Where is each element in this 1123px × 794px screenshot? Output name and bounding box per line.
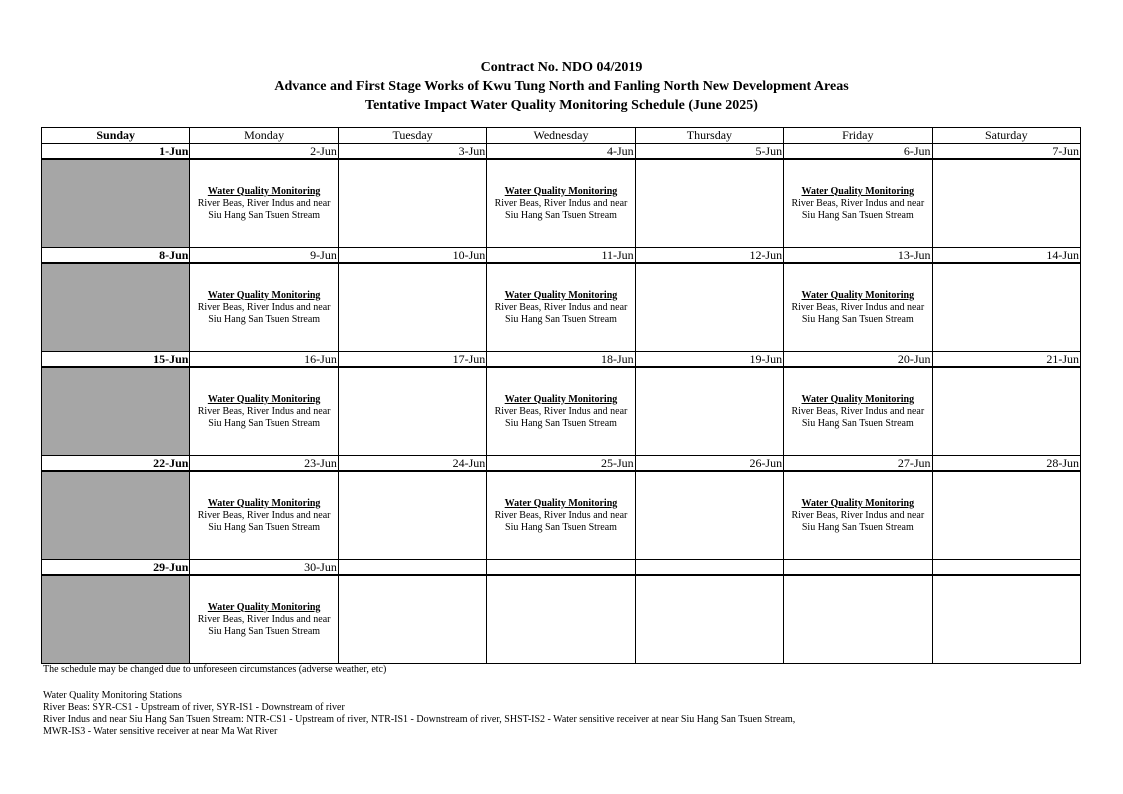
empty-day-cell xyxy=(635,471,783,560)
date-row xyxy=(42,560,1081,576)
event-location: River Beas, River Indus and near xyxy=(791,405,925,417)
monitoring-event-cell xyxy=(190,367,338,456)
empty-day-cell xyxy=(635,367,783,456)
event-location: Siu Hang San Tsuen Stream xyxy=(505,209,617,221)
calendar-table xyxy=(41,127,1081,664)
event-location: River Beas, River Indus and near xyxy=(197,405,331,417)
event-title: Water Quality Monitoring xyxy=(207,289,321,301)
monitoring-event-cell xyxy=(487,159,635,248)
event-title: Water Quality Monitoring xyxy=(504,185,618,197)
event-location: River Beas, River Indus and near xyxy=(197,613,331,625)
empty-day-cell xyxy=(932,263,1080,352)
empty-day-cell xyxy=(338,263,486,352)
date-cell: 8-Jun xyxy=(42,248,190,264)
empty-day-cell xyxy=(635,575,783,664)
event-location: River Beas, River Indus and near xyxy=(494,197,628,209)
event-row xyxy=(42,159,1081,248)
event-title: Water Quality Monitoring xyxy=(207,497,321,509)
event-row xyxy=(42,575,1081,664)
event-title: Water Quality Monitoring xyxy=(207,393,321,405)
disclaimer-note: The schedule may be changed due to unforeseen circumstances (adverse weather, etc) xyxy=(43,664,387,675)
monitoring-event-cell xyxy=(190,471,338,560)
event-location: Siu Hang San Tsuen Stream xyxy=(505,521,617,533)
event-title: Water Quality Monitoring xyxy=(801,289,915,301)
date-cell: 6-Jun xyxy=(784,144,932,160)
event-title: Water Quality Monitoring xyxy=(207,601,321,613)
date-cell: 20-Jun xyxy=(784,352,932,368)
event-location: River Beas, River Indus and near xyxy=(494,301,628,313)
empty-day-cell xyxy=(338,575,486,664)
date-cell: 24-Jun xyxy=(338,456,486,472)
date-cell: 2-Jun xyxy=(190,144,338,160)
stations-line: River Beas: SYR-CS1 - Upstream of river, SYR-IS1 - Downstream of river xyxy=(43,702,345,713)
sunday-shaded-cell xyxy=(42,159,190,248)
weekday-header: Tuesday xyxy=(338,128,486,144)
event-location: River Beas, River Indus and near xyxy=(494,405,628,417)
weekday-header: Friday xyxy=(784,128,932,144)
event-title: Water Quality Monitoring xyxy=(801,393,915,405)
sunday-shaded-cell xyxy=(42,263,190,352)
event-location: Siu Hang San Tsuen Stream xyxy=(505,313,617,325)
empty-day-cell xyxy=(932,575,1080,664)
empty-day-cell xyxy=(932,471,1080,560)
empty-day-cell xyxy=(932,367,1080,456)
date-cell: 3-Jun xyxy=(338,144,486,160)
sunday-shaded-cell xyxy=(42,367,190,456)
monitoring-event-cell xyxy=(190,263,338,352)
monitoring-event-cell xyxy=(487,367,635,456)
event-row xyxy=(42,471,1081,560)
empty-day-cell xyxy=(784,575,932,664)
project-title: Advance and First Stage Works of Kwu Tung North and Fanling North New Development Areas xyxy=(274,79,849,94)
weekday-header: Thursday xyxy=(635,128,783,144)
date-cell: 29-Jun xyxy=(42,560,190,576)
empty-day-cell xyxy=(635,263,783,352)
event-title: Water Quality Monitoring xyxy=(504,289,618,301)
date-cell xyxy=(932,560,1080,576)
weekday-header-row xyxy=(42,128,1081,144)
date-cell: 28-Jun xyxy=(932,456,1080,472)
event-location: River Beas, River Indus and near xyxy=(791,301,925,313)
monitoring-event-cell xyxy=(487,263,635,352)
sunday-shaded-cell xyxy=(42,575,190,664)
date-cell xyxy=(338,560,486,576)
event-location: Siu Hang San Tsuen Stream xyxy=(801,521,914,533)
schedule-title: Tentative Impact Water Quality Monitoring Schedule (June 2025) xyxy=(365,98,758,113)
event-row xyxy=(42,263,1081,352)
date-cell: 9-Jun xyxy=(190,248,338,264)
event-location: Siu Hang San Tsuen Stream xyxy=(208,209,321,221)
sunday-shaded-cell xyxy=(42,471,190,560)
date-cell xyxy=(635,560,783,576)
empty-day-cell xyxy=(338,367,486,456)
monitoring-event-cell xyxy=(784,471,932,560)
event-title: Water Quality Monitoring xyxy=(801,185,915,197)
date-cell: 18-Jun xyxy=(487,352,635,368)
date-cell: 17-Jun xyxy=(338,352,486,368)
date-cell: 30-Jun xyxy=(190,560,338,576)
date-cell: 25-Jun xyxy=(487,456,635,472)
event-location: River Beas, River Indus and near xyxy=(494,509,628,521)
weekday-header: Monday xyxy=(190,128,338,144)
monitoring-event-cell xyxy=(784,367,932,456)
date-cell: 4-Jun xyxy=(487,144,635,160)
calendar-body xyxy=(42,144,1081,664)
stations-line: MWR-IS3 - Water sensitive receiver at near Ma Wat River xyxy=(43,726,278,737)
date-cell: 10-Jun xyxy=(338,248,486,264)
event-location: Siu Hang San Tsuen Stream xyxy=(801,417,914,429)
date-cell: 14-Jun xyxy=(932,248,1080,264)
date-cell: 1-Jun xyxy=(42,144,190,160)
contract-title: Contract No. NDO 04/2019 xyxy=(480,60,643,75)
empty-day-cell xyxy=(338,471,486,560)
date-cell: 7-Jun xyxy=(932,144,1080,160)
date-cell: 15-Jun xyxy=(42,352,190,368)
event-location: River Beas, River Indus and near xyxy=(197,197,331,209)
date-cell: 19-Jun xyxy=(635,352,783,368)
event-location: Siu Hang San Tsuen Stream xyxy=(208,521,321,533)
date-cell: 12-Jun xyxy=(635,248,783,264)
event-location: Siu Hang San Tsuen Stream xyxy=(505,417,617,429)
empty-day-cell xyxy=(487,575,635,664)
monitoring-event-cell xyxy=(190,159,338,248)
date-cell: 16-Jun xyxy=(190,352,338,368)
event-location: Siu Hang San Tsuen Stream xyxy=(801,313,914,325)
date-cell: 13-Jun xyxy=(784,248,932,264)
event-location: Siu Hang San Tsuen Stream xyxy=(208,417,321,429)
event-location: River Beas, River Indus and near xyxy=(197,509,331,521)
weekday-header: Saturday xyxy=(932,128,1080,144)
document-header xyxy=(0,58,1123,115)
date-cell: 21-Jun xyxy=(932,352,1080,368)
weekday-header: Wednesday xyxy=(487,128,635,144)
date-cell: 26-Jun xyxy=(635,456,783,472)
empty-day-cell xyxy=(635,159,783,248)
date-row xyxy=(42,144,1081,160)
date-row xyxy=(42,352,1081,368)
date-cell xyxy=(487,560,635,576)
empty-day-cell xyxy=(338,159,486,248)
monitoring-event-cell xyxy=(190,575,338,664)
event-title: Water Quality Monitoring xyxy=(504,497,618,509)
monitoring-event-cell xyxy=(487,471,635,560)
date-cell: 11-Jun xyxy=(487,248,635,264)
event-location: Siu Hang San Tsuen Stream xyxy=(208,625,321,637)
event-title: Water Quality Monitoring xyxy=(504,393,618,405)
monitoring-event-cell xyxy=(784,159,932,248)
date-row xyxy=(42,456,1081,472)
empty-day-cell xyxy=(932,159,1080,248)
event-location: Siu Hang San Tsuen Stream xyxy=(208,313,321,325)
event-row xyxy=(42,367,1081,456)
date-cell xyxy=(784,560,932,576)
date-cell: 5-Jun xyxy=(635,144,783,160)
stations-line: River Indus and near Siu Hang San Tsuen Stream: NTR-CS1 - Upstream of river, NTR-IS1 - Downstream of river, SHST-IS2 - Water sensitive receiver at near Siu Hang San Tsuen Stream, xyxy=(43,714,796,725)
date-cell: 23-Jun xyxy=(190,456,338,472)
event-location: River Beas, River Indus and near xyxy=(197,301,331,313)
weekday-header: Sunday xyxy=(42,128,190,144)
date-row xyxy=(42,248,1081,264)
event-title: Water Quality Monitoring xyxy=(207,185,321,197)
event-location: Siu Hang San Tsuen Stream xyxy=(801,209,914,221)
date-cell: 27-Jun xyxy=(784,456,932,472)
event-location: River Beas, River Indus and near xyxy=(791,197,925,209)
date-cell: 22-Jun xyxy=(42,456,190,472)
stations-heading: Water Quality Monitoring Stations xyxy=(43,690,182,701)
monitoring-event-cell xyxy=(784,263,932,352)
event-location: River Beas, River Indus and near xyxy=(791,509,925,521)
event-title: Water Quality Monitoring xyxy=(801,497,915,509)
